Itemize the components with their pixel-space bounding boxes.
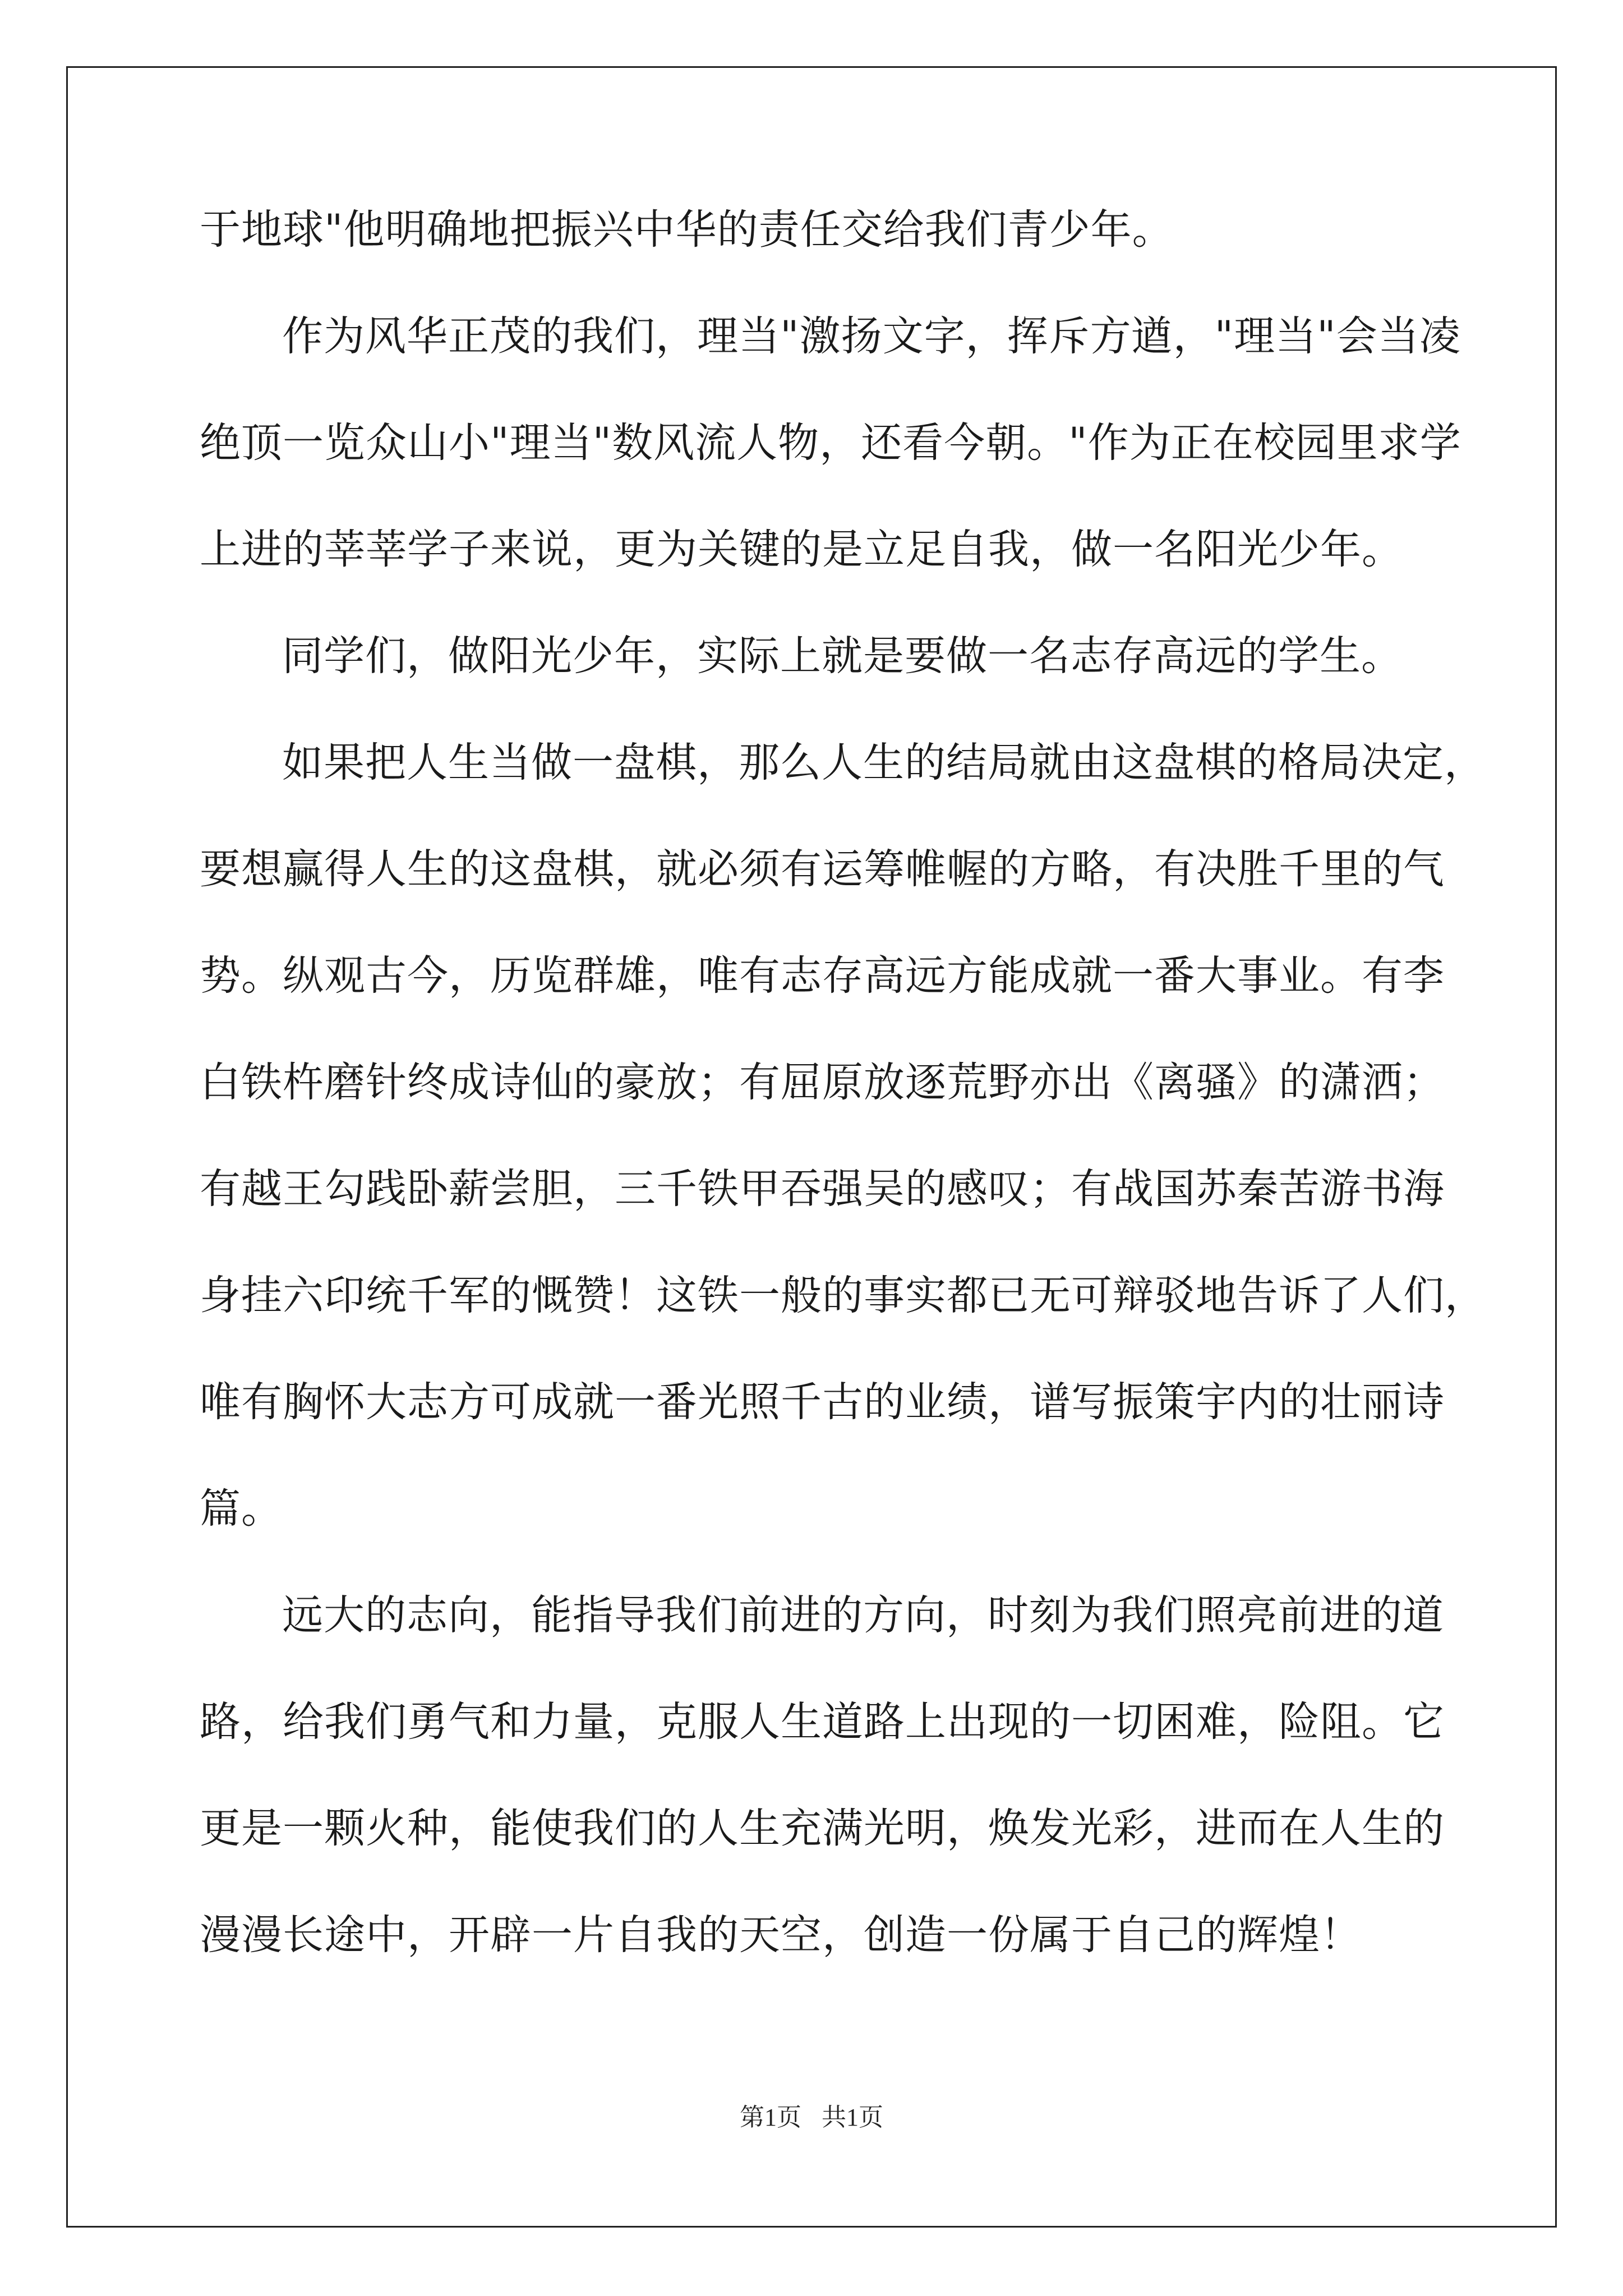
text-line: 有越王勾践卧薪尝胆，三千铁甲吞强吴的感叹；有战国苏秦苦游书海: [200, 1165, 1445, 1213]
page-number-total: 共1页: [822, 2104, 883, 2131]
page-number-current: 第1页: [740, 2104, 801, 2131]
text-line: 更是一颗火种，能使我们的人生充满光明，焕发光彩，进而在人生的: [200, 1805, 1445, 1852]
text-line: 上进的莘莘学子来说，更为关键的是立足自我，做一名阳光少年。: [200, 526, 1403, 573]
text-line: 漫漫长途中，开辟一片自我的天空，创造一份属于自己的辉煌！: [200, 1911, 1362, 1959]
text-line: 于地球"他明确地把振兴中华的责任交给我们青少年。: [200, 206, 1174, 254]
text-line: 篇。: [200, 1485, 283, 1533]
text-line: 路，给我们勇气和力量，克服人生道路上出现的一切困难，险阻。它: [200, 1698, 1445, 1746]
text-line: 要想赢得人生的这盘棋，就必须有运筹帷幄的方略，有决胜千里的气: [200, 845, 1445, 893]
text-line: 绝顶一览众山小"理当"数风流人物，还看今朝。"作为正在校园里求学: [200, 419, 1461, 467]
text-line: 作为风华正茂的我们，理当"激扬文字，挥斥方遒，"理当"会当凌: [282, 312, 1461, 360]
page-footer: [0, 2097, 1623, 2133]
text-line: 如果把人生当做一盘棋，那么人生的结局就由这盘棋的格局决定，: [282, 739, 1486, 786]
text-line: 势。纵观古今，历览群雄，唯有志存高远方能成就一番大事业。有李: [200, 952, 1445, 1000]
text-line: 同学们，做阳光少年，实际上就是要做一名志存高远的学生。: [282, 632, 1403, 680]
page-border: [66, 66, 1557, 2228]
text-line: 远大的志向，能指导我们前进的方向，时刻为我们照亮前进的道: [282, 1591, 1444, 1639]
text-line: 唯有胸怀大志方可成就一番光照千古的业绩，谱写振策宇内的壮丽诗: [200, 1378, 1445, 1426]
text-line: 身挂六印统千军的慨赞！这铁一般的事实都已无可辩驳地告诉了人们，: [200, 1272, 1486, 1319]
text-line: 白铁杵磨针终成诗仙的豪放；有屈原放逐荒野亦出《离骚》的潇洒；: [200, 1059, 1445, 1106]
